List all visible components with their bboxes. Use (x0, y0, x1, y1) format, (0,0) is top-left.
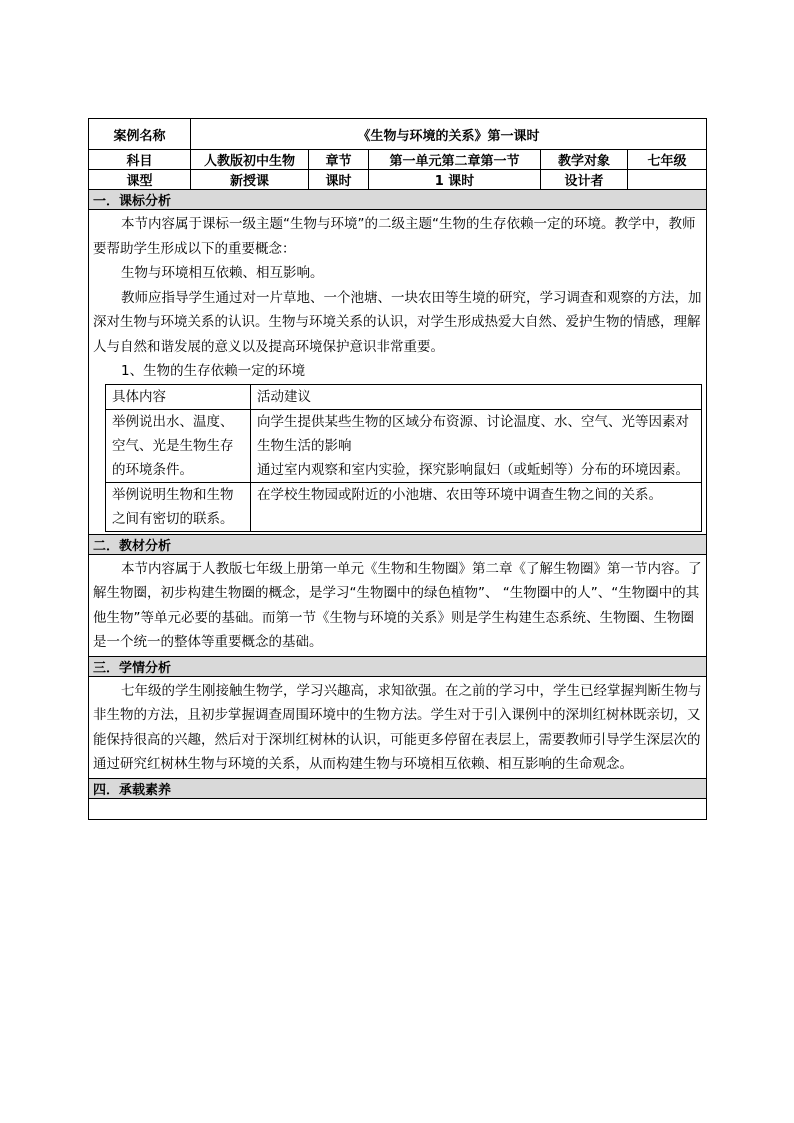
section-1-body (89, 210, 707, 535)
case-name-value: 《生物与环境的关系》第一课时 (191, 119, 707, 150)
standards-row-1-activity-b: 通过室内观察和室内实验，探究影响鼠妇（或蚯蚓等）分布的环境因素。 (257, 461, 689, 478)
section-3-header-row (89, 656, 707, 676)
lesson-plan-table (88, 118, 707, 820)
section-1-paragraph-4: 1、生物的生存依赖一定的环境 (121, 363, 306, 379)
chapter-label: 章节 (309, 150, 369, 170)
standards-row-1-content: 举例说出水、温度、空气、光是生物生存的环境条件。 (106, 409, 251, 482)
section-3-paragraph-1: 七年级的学生刚接触生物学，学习兴趣高，求知欲强。在之前的学习中，学生已经掌握判断生物与非生物的方法，且初步掌握调查周围环境中的生物方法。学生对于引入课例中的深圳红树林既亲切，又能保持很高的兴趣，然后对于深圳红树林的认识，可能更多停留在表层上，需要教师引导学生深层次的通过研究红树林生物与环境的关系，从而构建生物与环境相互依赖、相互影响的生命观念。 (93, 682, 702, 772)
section-2-body (89, 554, 707, 656)
subject-value: 人教版初中生物 (191, 150, 309, 170)
section-4-header-row (89, 778, 707, 798)
section-3-body-row (89, 676, 707, 778)
section-1-paragraph-3: 教师应指导学生通过对一片草地、一个池塘、一块农田等生境的研究，学习调查和观察的方法，加深对生物与环境关系的认识。生物与环境关系的认识，对学生形成热爱大自然、爱护生物的情感，理解人与自然和谐发展的意义以及提高环境保护意识非常重要。 (93, 289, 702, 355)
designer-label: 设计者 (541, 170, 628, 190)
standards-table (105, 384, 702, 532)
subject-label: 科目 (89, 150, 191, 170)
section-4-title: 四．承载素养 (89, 778, 707, 798)
case-name-row (89, 119, 707, 150)
standards-row-2 (106, 482, 702, 531)
standards-row-1-activity-a: 向学生提供某些生物的区域分布资源、讨论温度、水、空气、光等因素对生物生活的影响 (257, 413, 689, 454)
designer-value (628, 170, 707, 190)
section-1-paragraph-1: 本节内容属于课标一级主题“生物与环境”的二级主题“生物的生存依赖一定的环境。教学中，教师要帮助学生形成以下的重要概念： (93, 216, 696, 257)
section-1-paragraph-2: 生物与环境相互依赖、相互影响。 (121, 265, 324, 281)
standards-row-2-activity: 在学校生物园或附近的小池塘、农田等环境中调查生物之间的关系。 (251, 482, 702, 531)
section-1-title: 一．课标分析 (89, 190, 707, 210)
type-label: 课型 (89, 170, 191, 190)
section-4-body-row (89, 798, 707, 819)
section-3-title: 三．学情分析 (89, 656, 707, 676)
audience-label: 教学对象 (541, 150, 628, 170)
section-2-header-row (89, 534, 707, 554)
case-name-label: 案例名称 (89, 119, 191, 150)
section-1-body-row (89, 210, 707, 535)
standards-row-1-activity (251, 409, 702, 482)
standards-col-content: 具体内容 (106, 384, 251, 409)
section-2-title: 二．教材分析 (89, 534, 707, 554)
section-2-body-row (89, 554, 707, 656)
standards-header-row (106, 384, 702, 409)
section-4-body (89, 798, 707, 819)
standards-row-1 (106, 409, 702, 482)
hours-label: 课时 (309, 170, 369, 190)
lesson-plan-page (88, 118, 706, 820)
type-row (89, 170, 707, 190)
hours-value: 1 课时 (369, 170, 541, 190)
section-3-body (89, 676, 707, 778)
standards-row-2-content: 举例说明生物和生物之间有密切的联系。 (106, 482, 251, 531)
section-1-header-row (89, 190, 707, 210)
standards-col-activity: 活动建议 (251, 384, 702, 409)
audience-value: 七年级 (628, 150, 707, 170)
chapter-value: 第一单元第二章第一节 (369, 150, 541, 170)
section-2-paragraph-1: 本节内容属于人教版七年级上册第一单元《生物和生物圈》第二章《了解生物圈》第一节内容。了解生物圈，初步构建生物圈的概念，是学习“生物圈中的绿色植物”、 “生物圈中的人”、“生物圈中的其他生物”等单元必要的基础。而第一节《生物与环境的关系》则是学生构建生态系统、生物圈、生物圈是一个统一的整体等重要概念的基础。 (93, 560, 702, 650)
type-value: 新授课 (191, 170, 309, 190)
subject-row (89, 150, 707, 170)
